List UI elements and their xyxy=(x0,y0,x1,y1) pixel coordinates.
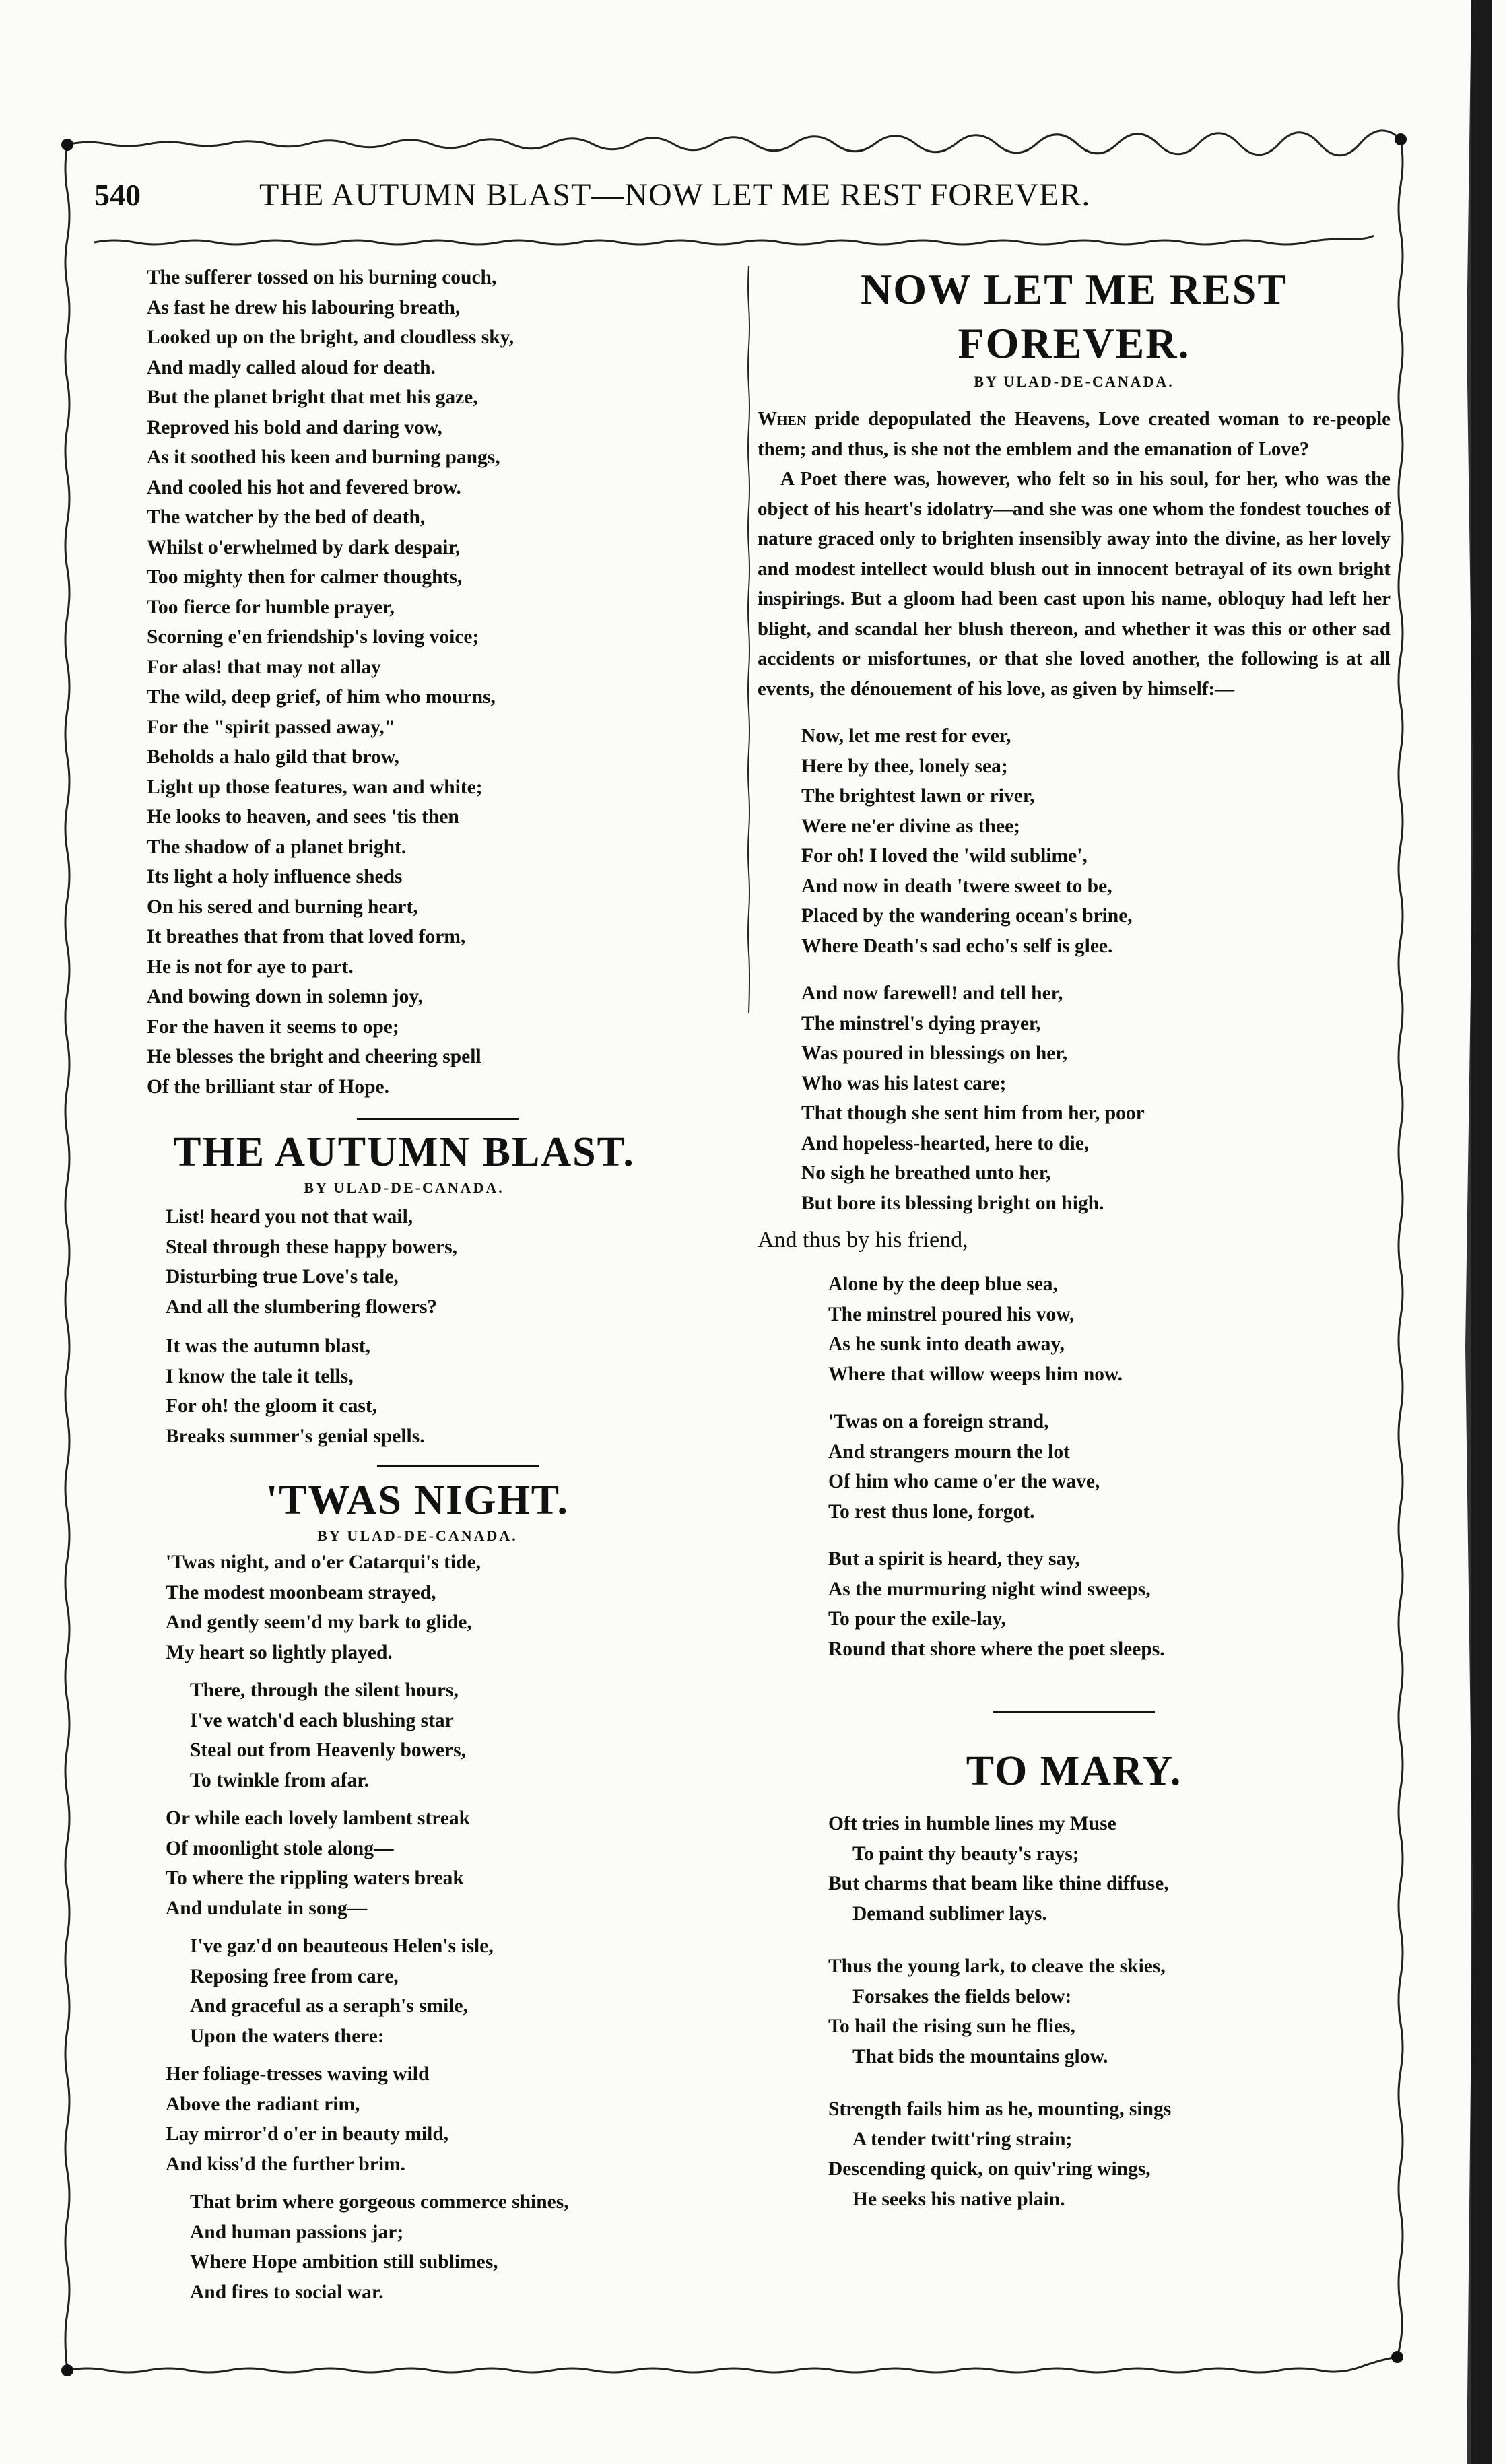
verse-line: Of the brilliant star of Hope. xyxy=(147,1075,389,1098)
to-mary-poem xyxy=(828,1809,1391,2214)
verse-line: Of moonlight stole along— xyxy=(166,1837,394,1859)
verse-line: Steal through these happy bowers, xyxy=(166,1236,457,1258)
verse-line: Round that shore where the poet sleeps. xyxy=(828,1638,1165,1660)
twas-night-section xyxy=(141,1476,694,1547)
verse-line: Where Hope ambition still sublimes, xyxy=(190,2251,498,2273)
verse-line: He looks to heaven, and sees 'tis then xyxy=(147,806,459,828)
autumn-blast-byline: BY ULAD-DE-CANADA. xyxy=(304,1179,504,1196)
verse-line: Lay mirror'd o'er in beauty mild, xyxy=(166,2123,449,2145)
autumn-blast-title: THE AUTUMN BLAST. xyxy=(173,1129,635,1175)
twas-night-title: 'TWAS NIGHT. xyxy=(265,1477,570,1523)
verse-line: Was poured in blessings on her, xyxy=(801,1042,1068,1064)
autumn-blast-section xyxy=(141,1128,667,1199)
verse-line: I know the tale it tells, xyxy=(166,1365,354,1387)
verse-line: And bowing down in solemn joy, xyxy=(147,986,423,1007)
verse-line: Above the radiant rim, xyxy=(166,2093,360,2115)
verse-line: To hail the rising sun he flies, xyxy=(828,2016,1075,2037)
verse-line: And human passions jar; xyxy=(190,2221,404,2243)
paragraph: pride depopulated the Heavens, Love created woman to re-people them; and thus, is she not the emblem and the emanation of Love? xyxy=(758,408,1391,460)
verse-line: Thus the young lark, to cleave the skies, xyxy=(828,1956,1166,1977)
verse-line: 'Twas on a foreign strand, xyxy=(828,1411,1049,1432)
verse-line: And all the slumbering flowers? xyxy=(166,1296,438,1318)
verse-line: Beholds a halo gild that brow, xyxy=(147,746,399,768)
verse-line: On his sered and burning heart, xyxy=(147,896,418,918)
verse-line: Her foliage-tresses waving wild xyxy=(166,2063,430,2085)
verse-line: Where that willow weeps him now. xyxy=(828,1363,1123,1385)
verse-line: He seeks his native plain. xyxy=(852,2188,1065,2210)
column-divider xyxy=(747,266,750,1013)
verse-line: The shadow of a planet bright. xyxy=(147,836,407,858)
verse-line: A tender twitt'ring strain; xyxy=(852,2128,1073,2150)
rest-forever-prose xyxy=(758,404,1391,704)
page-header xyxy=(94,176,1387,230)
verse-line: Demand sublimer lays. xyxy=(852,1902,1047,1925)
opening-poem xyxy=(147,263,747,1102)
verse-line: Steal out from Heavenly bowers, xyxy=(190,1739,466,1761)
autumn-blast-poem xyxy=(166,1202,747,1451)
verse-line: It was the autumn blast, xyxy=(166,1335,371,1357)
verse-line: To where the rippling waters break xyxy=(166,1867,464,1889)
lead-line: And thus by his friend, xyxy=(758,1228,968,1253)
verse-line: And gently seem'd my bark to glide, xyxy=(166,1611,472,1633)
verse-line: Scorning e'en friendship's loving voice; xyxy=(147,626,479,648)
verse-line: 'Twas night, and o'er Catarqui's tide, xyxy=(166,1552,481,1573)
verse-line: For alas! that may not allay xyxy=(147,656,381,678)
verse-line: Reposing free from care, xyxy=(190,1965,399,1987)
verse-line: The minstrel poured his vow, xyxy=(828,1303,1075,1325)
verse-line: To pour the exile-lay, xyxy=(828,1608,1006,1630)
verse-line: He is not for aye to part. xyxy=(147,956,354,978)
rest-forever-poem xyxy=(801,721,1391,1218)
verse-line: Placed by the wandering ocean's brine, xyxy=(801,905,1133,927)
verse-line: Or while each lovely lambent streak xyxy=(166,1807,471,1829)
verse-line: And now farewell! and tell her, xyxy=(801,983,1063,1004)
verse-line: There, through the silent hours, xyxy=(190,1679,459,1701)
verse-line: Of him who came o'er the wave, xyxy=(828,1471,1100,1492)
verse-line: For oh! I loved the 'wild sublime', xyxy=(801,845,1088,867)
verse-line: To paint thy beauty's rays; xyxy=(852,1842,1079,1865)
verse-line: Whilst o'erwhelmed by dark despair, xyxy=(147,536,461,558)
verse-line: And now in death 'twere sweet to be, xyxy=(801,875,1112,897)
verse-line: As it soothed his keen and burning pangs, xyxy=(147,446,500,468)
verse-line: Who was his latest care; xyxy=(801,1072,1007,1094)
verse-line: Descending quick, on quiv'ring wings, xyxy=(828,2158,1151,2180)
verse-line: It breathes that from that loved form, xyxy=(147,926,466,947)
page-number: 540 xyxy=(94,178,141,212)
verse-line: But a spirit is heard, they say, xyxy=(828,1548,1080,1570)
section-rule xyxy=(357,1118,519,1120)
friend-poem xyxy=(828,1269,1391,1664)
verse-line: But bore its blessing bright on high. xyxy=(801,1192,1104,1214)
verse-line: My heart so lightly played. xyxy=(166,1641,393,1663)
verse-line: The brightest lawn or river, xyxy=(801,785,1035,807)
verse-line: The sufferer tossed on his burning couch, xyxy=(147,267,497,288)
verse-line: Too mighty then for calmer thoughts, xyxy=(147,566,463,588)
verse-line: And kiss'd the further brim. xyxy=(166,2153,405,2175)
verse-line: The watcher by the bed of death, xyxy=(147,506,426,528)
verse-line: No sigh he breathed unto her, xyxy=(801,1162,1051,1184)
verse-line: Alone by the deep blue sea, xyxy=(828,1273,1058,1295)
verse-line: And graceful as a seraph's smile, xyxy=(190,1995,468,2017)
drop-word: When xyxy=(758,408,807,430)
verse-line: Forsakes the fields below: xyxy=(852,1985,1072,2007)
verse-line: As he sunk into death away, xyxy=(828,1333,1065,1355)
running-title: THE AUTUMN BLAST—NOW LET ME REST FOREVER. xyxy=(259,177,1091,213)
verse-line: The modest moonbeam strayed, xyxy=(166,1581,436,1603)
verse-line: The minstrel's dying prayer, xyxy=(801,1012,1041,1034)
left-column xyxy=(141,263,747,2307)
verse-line: The wild, deep grief, of him who mourns, xyxy=(147,686,496,708)
verse-line: He blesses the bright and cheering spell xyxy=(147,1046,481,1067)
verse-line: Breaks summer's genial spells. xyxy=(166,1425,425,1447)
verse-line: Reproved his bold and daring vow, xyxy=(147,416,442,438)
verse-line: I've gaz'd on beauteous Helen's isle, xyxy=(190,1935,494,1957)
section-rule xyxy=(993,1711,1155,1713)
verse-line: And cooled his hot and fevered brow. xyxy=(147,476,461,498)
verse-line: Here by thee, lonely sea; xyxy=(801,755,1008,777)
verse-line: Its light a holy influence sheds xyxy=(147,866,403,888)
verse-line: Disturbing true Love's tale, xyxy=(166,1266,399,1288)
verse-line: Where Death's sad echo's self is glee. xyxy=(801,935,1113,957)
to-mary-title: TO MARY. xyxy=(966,1748,1182,1794)
verse-line: But the planet bright that met his gaze, xyxy=(147,387,478,408)
verse-line: Now, let me rest for ever, xyxy=(801,725,1011,747)
verse-line: Oft tries in humble lines my Muse xyxy=(828,1813,1116,1834)
verse-line: That brim where gorgeous commerce shines, xyxy=(190,2191,569,2213)
verse-line: For the "spirit passed away," xyxy=(147,716,396,738)
verse-line: To twinkle from afar. xyxy=(190,1769,370,1791)
rest-forever-title: NOW LET ME REST FOREVER. xyxy=(860,265,1288,367)
verse-line: That bids the mountains glow. xyxy=(852,2045,1108,2067)
rest-forever-section xyxy=(758,263,1391,1664)
verse-line: Upon the waters there: xyxy=(190,2025,384,2047)
verse-line: Looked up on the bright, and cloudless sky, xyxy=(147,327,514,348)
verse-line: Strength fails him as he, mounting, sings xyxy=(828,2098,1172,2120)
verse-line: And madly called aloud for death. xyxy=(147,356,436,378)
verse-line: List! heard you not that wail, xyxy=(166,1206,413,1228)
verse-line: For the haven it seems to ope; xyxy=(147,1015,399,1038)
verse-line: And strangers mourn the lot xyxy=(828,1440,1070,1463)
twas-night-byline: BY ULAD-DE-CANADA. xyxy=(317,1527,518,1544)
verse-line: And undulate in song— xyxy=(166,1897,368,1919)
verse-line: And fires to social war. xyxy=(190,2281,384,2303)
section-rule xyxy=(377,1465,539,1467)
rest-forever-byline: BY ULAD-DE-CANADA. xyxy=(974,373,1174,390)
right-column xyxy=(758,263,1391,2214)
paragraph: A Poet there was, however, who felt so in his soul, for her, who was the object of his heart's idolatry—and she was one whom the fondest touches of nature graced only to brighten insensibly away into the divine, as her lovely and modest intellect would blush out in innocent betrayal of its own bright inspirings. But a gloom had been cast upon his name, obloquy had left her blight, and scandal her blush thereon, and whether it was this or other sad accidents or misfortunes, or that she loved another, the following is at all events, the dénouement of his love, as given by himself:— xyxy=(758,468,1391,700)
verse-line: As the murmuring night wind sweeps, xyxy=(828,1578,1151,1600)
verse-line: That though she sent him from her, poor xyxy=(801,1102,1145,1124)
verse-line: And hopeless-hearted, here to die, xyxy=(801,1132,1090,1154)
verse-line: Were ne'er divine as thee; xyxy=(801,815,1020,837)
verse-line: Too fierce for humble prayer, xyxy=(147,596,395,618)
verse-line: For oh! the gloom it cast, xyxy=(166,1395,378,1417)
verse-line: But charms that beam like thine diffuse, xyxy=(828,1873,1169,1894)
verse-line: Light up those features, wan and white; xyxy=(147,776,483,798)
twas-night-poem xyxy=(166,1547,747,2307)
to-mary-section xyxy=(758,1747,1391,2214)
verse-line: As fast he drew his labouring breath, xyxy=(147,296,461,319)
verse-line: To rest thus lone, forgot. xyxy=(828,1500,1035,1523)
verse-line: I've watch'd each blushing star xyxy=(190,1709,454,1731)
